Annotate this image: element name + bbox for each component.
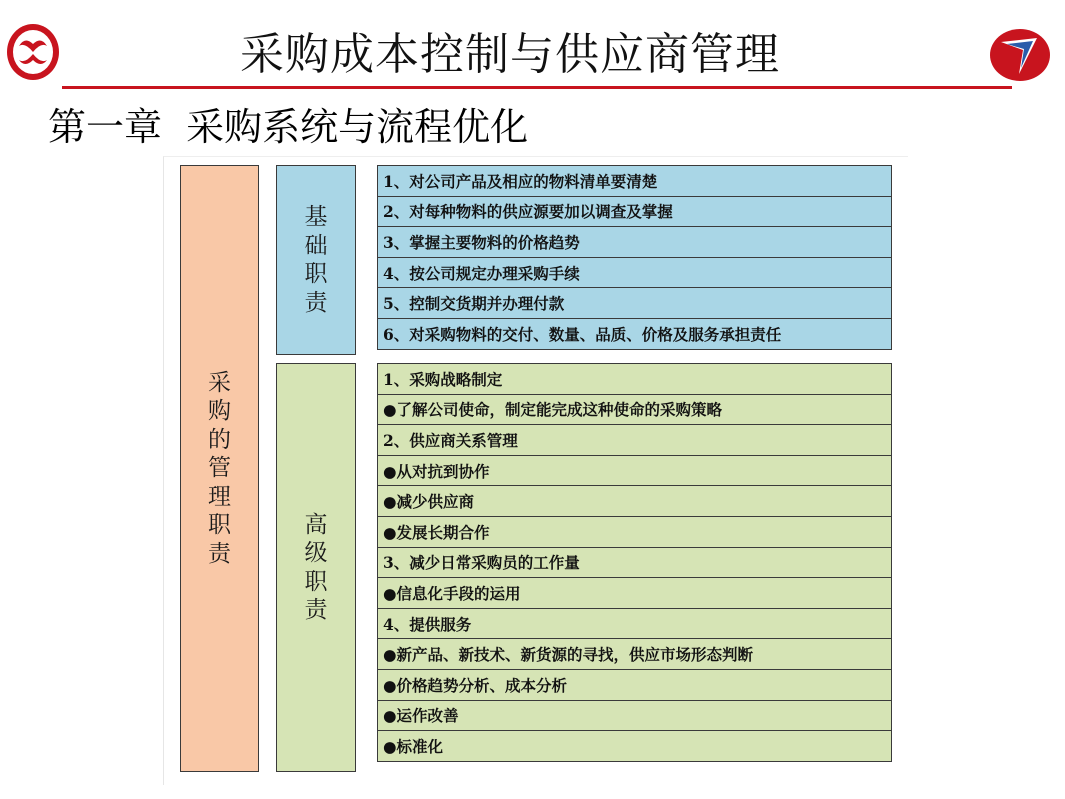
advanced-duty-item: ●价格趋势分析、成本分析 bbox=[377, 669, 892, 701]
chapter-heading: 第一章 采购系统与流程优化 bbox=[48, 105, 529, 149]
advanced-duty-item: ●运作改善 bbox=[377, 700, 892, 732]
main-category-label: 采购的管理职责 bbox=[208, 369, 231, 567]
advanced-duty-item: 4、提供服务 bbox=[377, 608, 892, 640]
advanced-duty-item: 2、供应商关系管理 bbox=[377, 424, 892, 456]
advanced-duty-item: ●发展长期合作 bbox=[377, 516, 892, 548]
basic-duty-item: 5、控制交货期并办理付款 bbox=[377, 287, 892, 319]
advanced-duty-item: ●标准化 bbox=[377, 730, 892, 762]
advanced-duties-label: 高级职责 bbox=[304, 511, 328, 623]
basic-duty-item: 6、对采购物料的交付、数量、品质、价格及服务承担责任 bbox=[377, 318, 892, 350]
basic-duty-item: 1、对公司产品及相应的物料清单要清楚 bbox=[377, 165, 892, 197]
advanced-duty-item: 3、减少日常采购员的工作量 bbox=[377, 547, 892, 579]
advanced-duties-list bbox=[377, 363, 892, 762]
basic-duty-item: 4、按公司规定办理采购手续 bbox=[377, 257, 892, 289]
advanced-duty-item: ●减少供应商 bbox=[377, 485, 892, 517]
basic-duty-item: 2、对每种物料的供应源要加以调查及掌握 bbox=[377, 196, 892, 228]
basic-duty-item: 3、掌握主要物料的价格趋势 bbox=[377, 226, 892, 258]
advanced-duty-item: ●新产品、新技术、新货源的寻找，供应市场形态判断 bbox=[377, 638, 892, 670]
basic-duties-list bbox=[377, 165, 892, 350]
title-divider bbox=[62, 86, 1012, 89]
basic-duties-box bbox=[276, 165, 356, 355]
page-title: 采购成本控制与供应商管理 bbox=[240, 29, 780, 80]
main-category-box bbox=[180, 165, 259, 772]
company-swoosh-logo-icon bbox=[989, 28, 1051, 82]
advanced-duty-item: ●从对抗到协作 bbox=[377, 455, 892, 487]
advanced-duties-box bbox=[276, 363, 356, 772]
basic-duties-label: 基础职责 bbox=[304, 204, 328, 316]
dongfeng-logo-icon bbox=[5, 22, 61, 82]
advanced-duty-item: ●了解公司使命，制定能完成这种使命的采购策略 bbox=[377, 394, 892, 426]
advanced-duty-item: ●信息化手段的运用 bbox=[377, 577, 892, 609]
advanced-duty-item: 1、采购战略制定 bbox=[377, 363, 892, 395]
